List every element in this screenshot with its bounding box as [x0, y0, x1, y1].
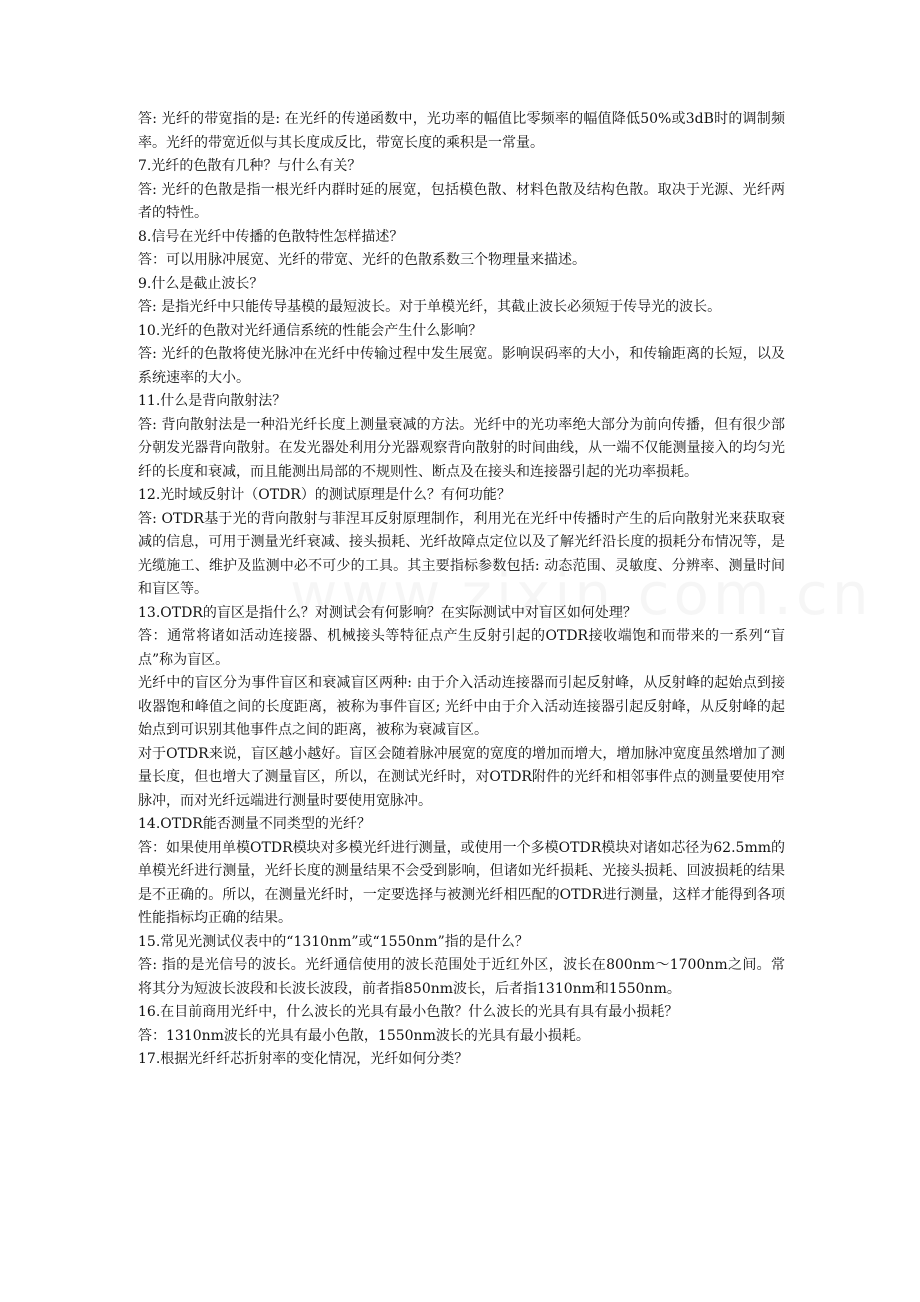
answer-paragraph: 答: 光纤的带宽指的是: 在光纤的传递函数中，光功率的幅值比零频率的幅值降低50%或3dB时的调制频率。光纤的带宽近似与其长度成反比，带宽长度的乘积是一常量。	[138, 111, 785, 151]
answer-paragraph: 对于OTDR来说，盲区越小越好。盲区会随着脉冲展宽的宽度的增加而增大，增加脉冲宽度虽然增加了测量长度，但也增大了测量盲区，所以，在测试光纤时，对OTDR附件的光纤和相邻事件点的测量要使用窄脉冲，而对光纤远端进行测量时要使用宽脉冲。	[138, 745, 785, 809]
question-heading: 7.光纤的色散有几种？与什么有关？	[138, 158, 362, 174]
question-heading: 13.OTDR的盲区是指什么？对测试会有何影响？在实际测试中对盲区如何处理？	[138, 604, 637, 621]
answer-paragraph: 答: 光纤的色散是指一根光纤内群时延的展宽，包括模色散、材料色散及结构色散。取决于光源、光纤两者的特性。	[138, 181, 785, 221]
question-heading: 12.光时域反射计（OTDR）的测试原理是什么？有何功能？	[138, 487, 511, 503]
answer-paragraph: 答：可以用脉冲展宽、光纤的带宽、光纤的色散系数三个物理量来描述。	[138, 252, 586, 268]
question-heading: 9.什么是截止波长？	[138, 275, 264, 292]
question-heading: 15.常见光测试仪表中的“1310nm”或“1550nm”指的是什么？	[138, 933, 529, 950]
answer-paragraph: 答: 背向散射法是一种沿光纤长度上测量衰减的方法。光纤中的光功率绝大部分为前向传播，但有很少部分朝发光器背向散射。在发光器处利用分光器观察背向散射的时间曲线，从一端不仅能测量接入的均匀光纤的长度和衰减，而且能测出局部的不规则性、断点及在接头和连接器引起的光功率损耗。	[138, 416, 785, 480]
answer-paragraph: 答: 指的是光信号的波长。光纤通信使用的波长范围处于近红外区，波长在800nm～1700nm之间。常将其分为短波长波段和长波长波段，前者指850nm波长，后者指1310nm和1550nm。	[138, 957, 785, 997]
answer-paragraph: 答: OTDR基于光的背向散射与菲涅耳反射原理制作，利用光在光纤中传播时产生的后向散射光来获取衰减的信息，可用于测量光纤衰减、接头损耗、光纤故障点定位以及了解光纤沿长度的损耗分布情况等，是光缆施工、维护及监测中必不可少的工具。其主要指标参数包括: 动态范围、灵敏度、分辨率、测量时间和盲区等。	[138, 510, 785, 597]
answer-paragraph: 光纤中的盲区分为事件盲区和衰减盲区两种: 由于介入活动连接器而引起反射峰，从反射峰的起始点到接收器饱和峰值之间的长度距离，被称为事件盲区; 光纤中由于介入活动连接器引起反射峰，从反射峰的起始点到可识别其他事件点之间的距离，被称为衰减盲区。	[138, 675, 785, 738]
question-heading: 16.在目前商用光纤中，什么波长的光具有最小色散？什么波长的光具有具有最小损耗？	[138, 1004, 679, 1020]
answer-paragraph: 答：1310nm波长的光具有最小色散，1550nm波长的光具有最小损耗。	[138, 1027, 590, 1044]
question-heading: 11.什么是背向散射法？	[138, 393, 287, 409]
answer-paragraph: 答: 是指光纤中只能传导基模的最短波长。对于单模光纤，其截止波长必须短于传导光的波长。	[138, 299, 722, 315]
question-heading: 10.光纤的色散对光纤通信系统的性能会产生什么影响？	[138, 322, 483, 339]
question-heading: 17.根据光纤纤芯折射率的变化情况，光纤如何分类？	[138, 1051, 469, 1067]
question-heading: 8.信号在光纤中传播的色散特性怎样描述？	[138, 228, 404, 245]
document-body	[138, 108, 785, 1072]
answer-paragraph: 答: 光纤的色散将使光脉冲在光纤中传输过程中发生展宽。影响误码率的大小，和传输距离的长短，以及系统速率的大小。	[138, 346, 785, 386]
answer-paragraph: 答：如果使用单模OTDR模块对多模光纤进行测量，或使用一个多模OTDR模块对诸如芯径为62.5mm的单模光纤进行测量，光纤长度的测量结果不会受到影响，但诸如光纤损耗、光接头损耗、回波损耗的结果是不正确的。所以，在测量光纤时，一定要选择与被测光纤相匹配的OTDR进行测量，这样才能得到各项性能指标均正确的结果。	[138, 839, 785, 926]
question-heading: 14.OTDR能否测量不同类型的光纤？	[138, 816, 371, 832]
answer-paragraph: 答：通常将诸如活动连接器、机械接头等特征点产生反射引起的OTDR接收端饱和而带来的一系列“盲点”称为盲区。	[138, 628, 785, 668]
